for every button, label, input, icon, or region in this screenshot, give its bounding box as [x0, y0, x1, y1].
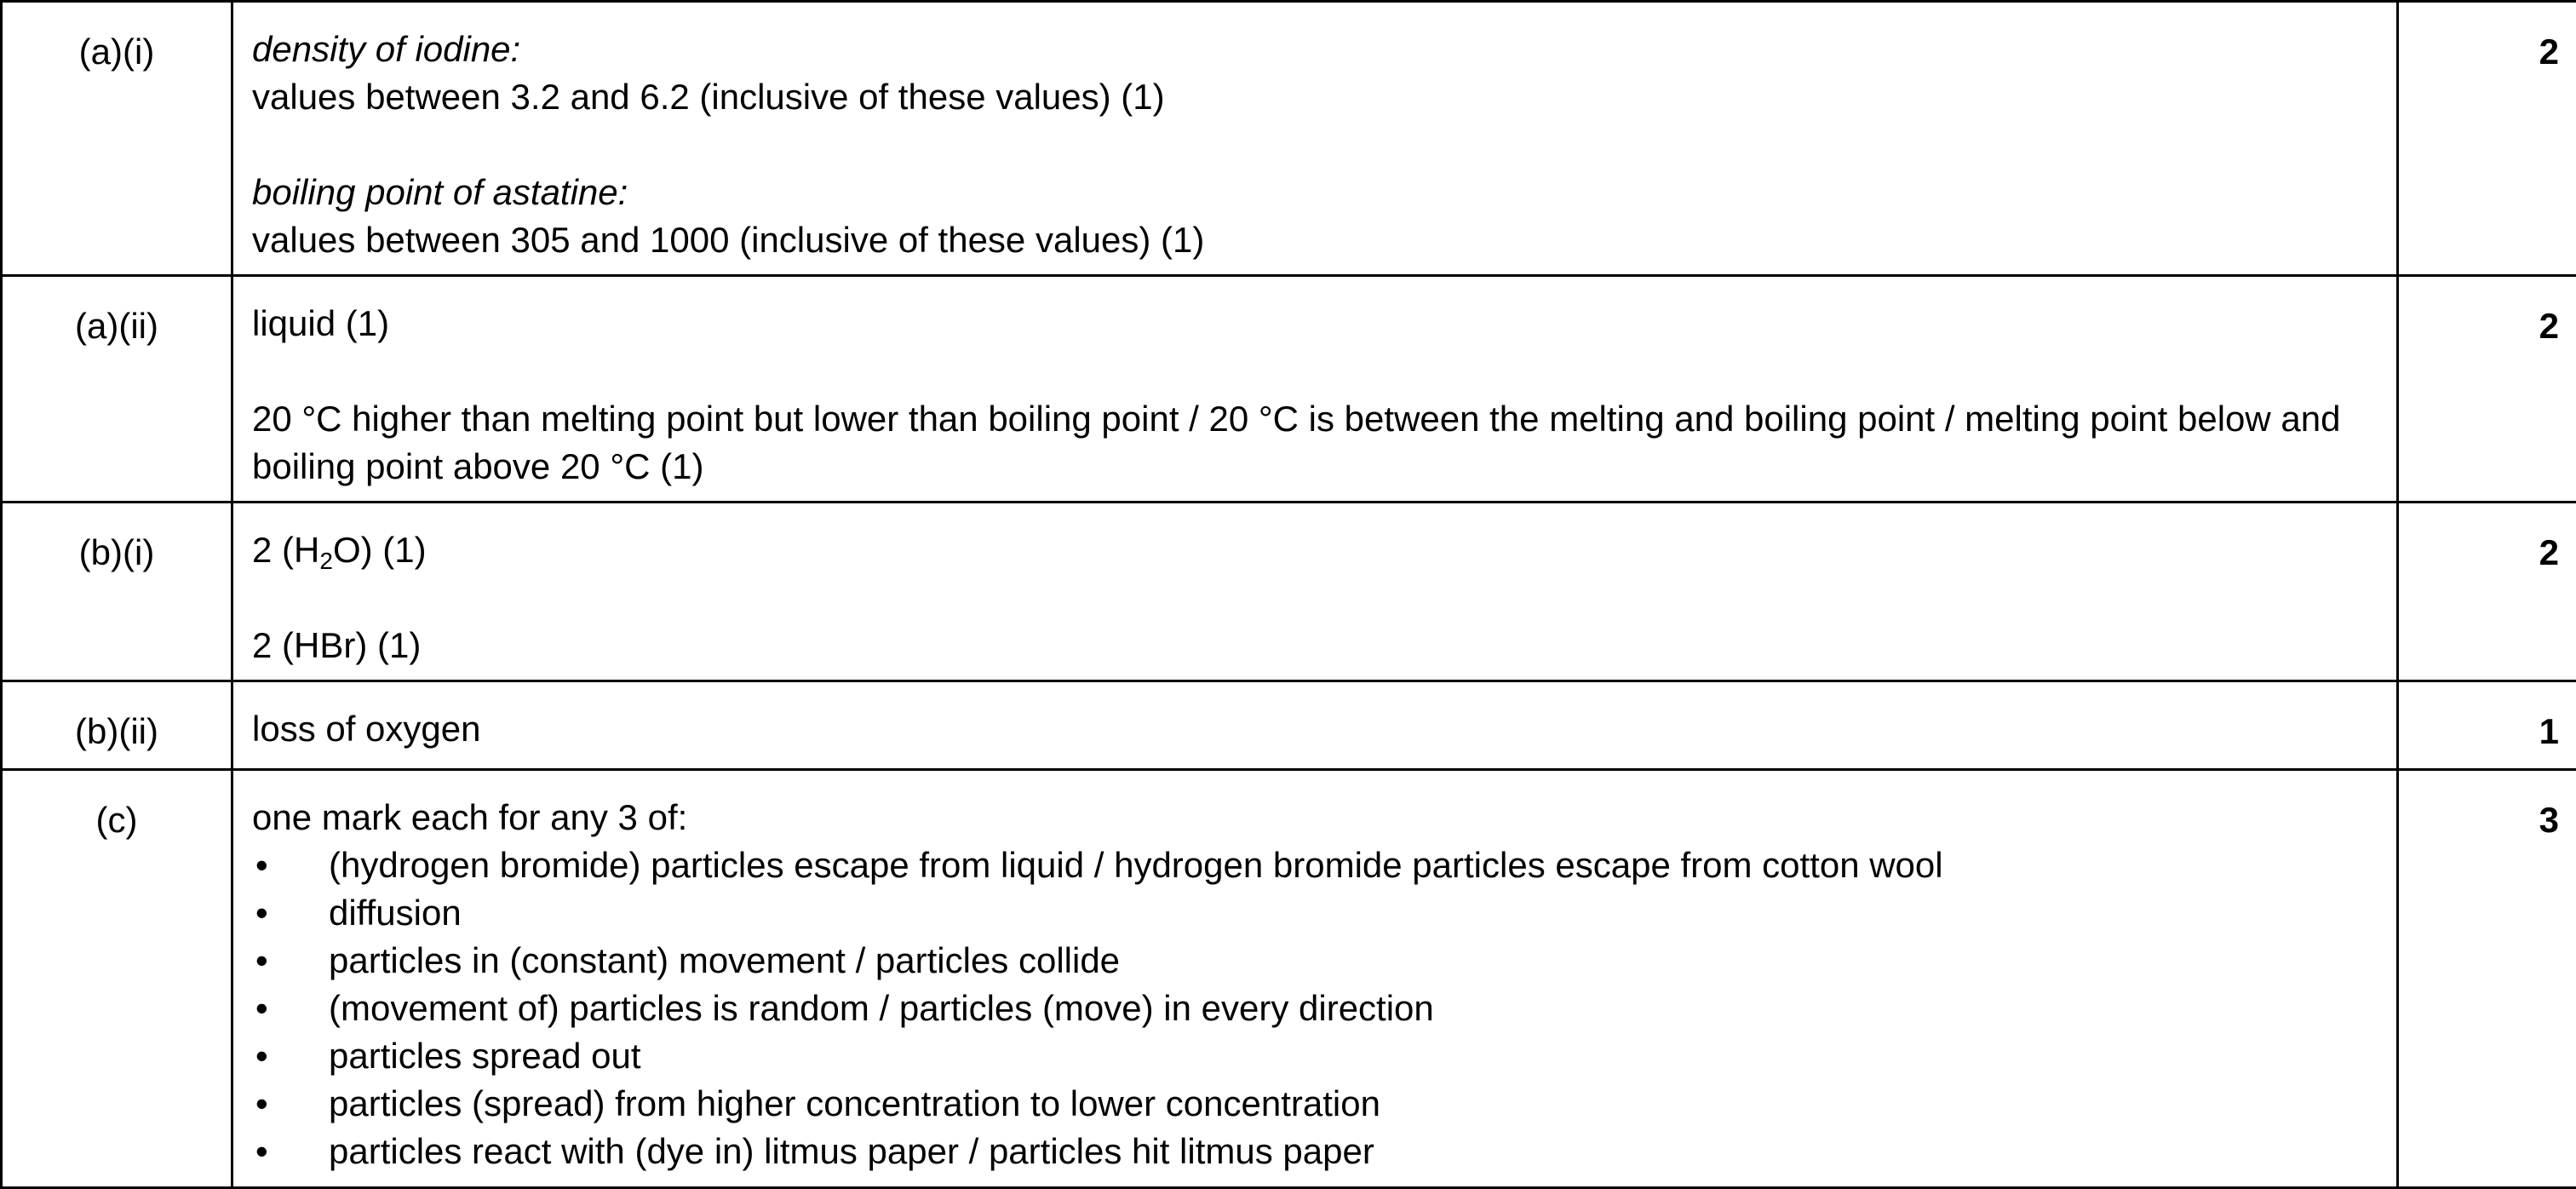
table-row: [2, 276, 2576, 503]
answer-cell: [232, 681, 2398, 770]
bullet-point-icon: •: [255, 889, 281, 937]
answer-cell: [232, 503, 2398, 681]
bullet-list: [252, 841, 2362, 1175]
bullet-point-icon: •: [255, 841, 281, 889]
answer-label: density of iodine:: [252, 26, 2362, 73]
list-item-text: diffusion: [329, 893, 462, 933]
answer-label: boiling point of astatine:: [252, 169, 2362, 216]
question-number: (a)(ii): [2, 276, 232, 503]
answer-cell: [232, 2, 2398, 276]
marks-value: 1: [2398, 681, 2576, 770]
answer-line: 20 °C higher than melting point but lower than boiling point / 20 °C is between the melting and boiling point / melting point below and boiling point above 20 °C (1): [252, 395, 2362, 491]
list-item-text: particles (spread) from higher concentration to lower concentration: [329, 1083, 1380, 1123]
table-row: [2, 503, 2576, 681]
list-item-text: (movement of) particles is random / particles (move) in every direction: [329, 988, 1434, 1028]
list-item-text: particles react with (dye in) litmus paper / particles hit litmus paper: [329, 1131, 1374, 1171]
list-item: [252, 937, 2362, 985]
list-item: [252, 1032, 2362, 1080]
bullet-point-icon: •: [255, 1080, 281, 1128]
list-item-text: (hydrogen bromide) particles escape from liquid / hydrogen bromide particles escape from cotton wool: [329, 845, 1943, 885]
question-number: (b)(i): [2, 503, 232, 681]
list-item: [252, 841, 2362, 889]
answer-intro: one mark each for any 3 of:: [252, 794, 2362, 841]
marks-value: 2: [2398, 276, 2576, 503]
answer-text: O) (1): [333, 530, 427, 570]
marks-value: 2: [2398, 503, 2576, 681]
bullet-point-icon: •: [255, 1032, 281, 1080]
list-item: [252, 985, 2362, 1032]
question-number: (b)(ii): [2, 681, 232, 770]
marks-value: 3: [2398, 770, 2576, 1188]
table-row: [2, 770, 2576, 1188]
question-number: (a)(i): [2, 2, 232, 276]
answer-line: values between 3.2 and 6.2 (inclusive of these values) (1): [252, 73, 2362, 121]
subscript: 2: [319, 548, 333, 574]
answer-line: loss of oxygen: [252, 705, 2362, 753]
answer-cell: [232, 770, 2398, 1188]
bullet-point-icon: •: [255, 937, 281, 985]
answer-cell: [232, 276, 2398, 503]
question-number: (c): [2, 770, 232, 1188]
list-item: [252, 889, 2362, 937]
table-row: [2, 2, 2576, 276]
answer-line: 2 (HBr) (1): [252, 622, 2362, 669]
list-item: [252, 1080, 2362, 1128]
marks-value: 2: [2398, 2, 2576, 276]
list-item-text: particles in (constant) movement / particles collide: [329, 940, 1120, 980]
answer-line: liquid (1): [252, 300, 2362, 348]
list-item-text: particles spread out: [329, 1036, 641, 1076]
table-row: [2, 681, 2576, 770]
answer-line: [252, 526, 2362, 574]
bullet-point-icon: •: [255, 1128, 281, 1175]
bullet-point-icon: •: [255, 985, 281, 1032]
answer-line: values between 305 and 1000 (inclusive of these values) (1): [252, 216, 2362, 264]
list-item: [252, 1128, 2362, 1175]
answer-text: 2 (H: [252, 530, 319, 570]
